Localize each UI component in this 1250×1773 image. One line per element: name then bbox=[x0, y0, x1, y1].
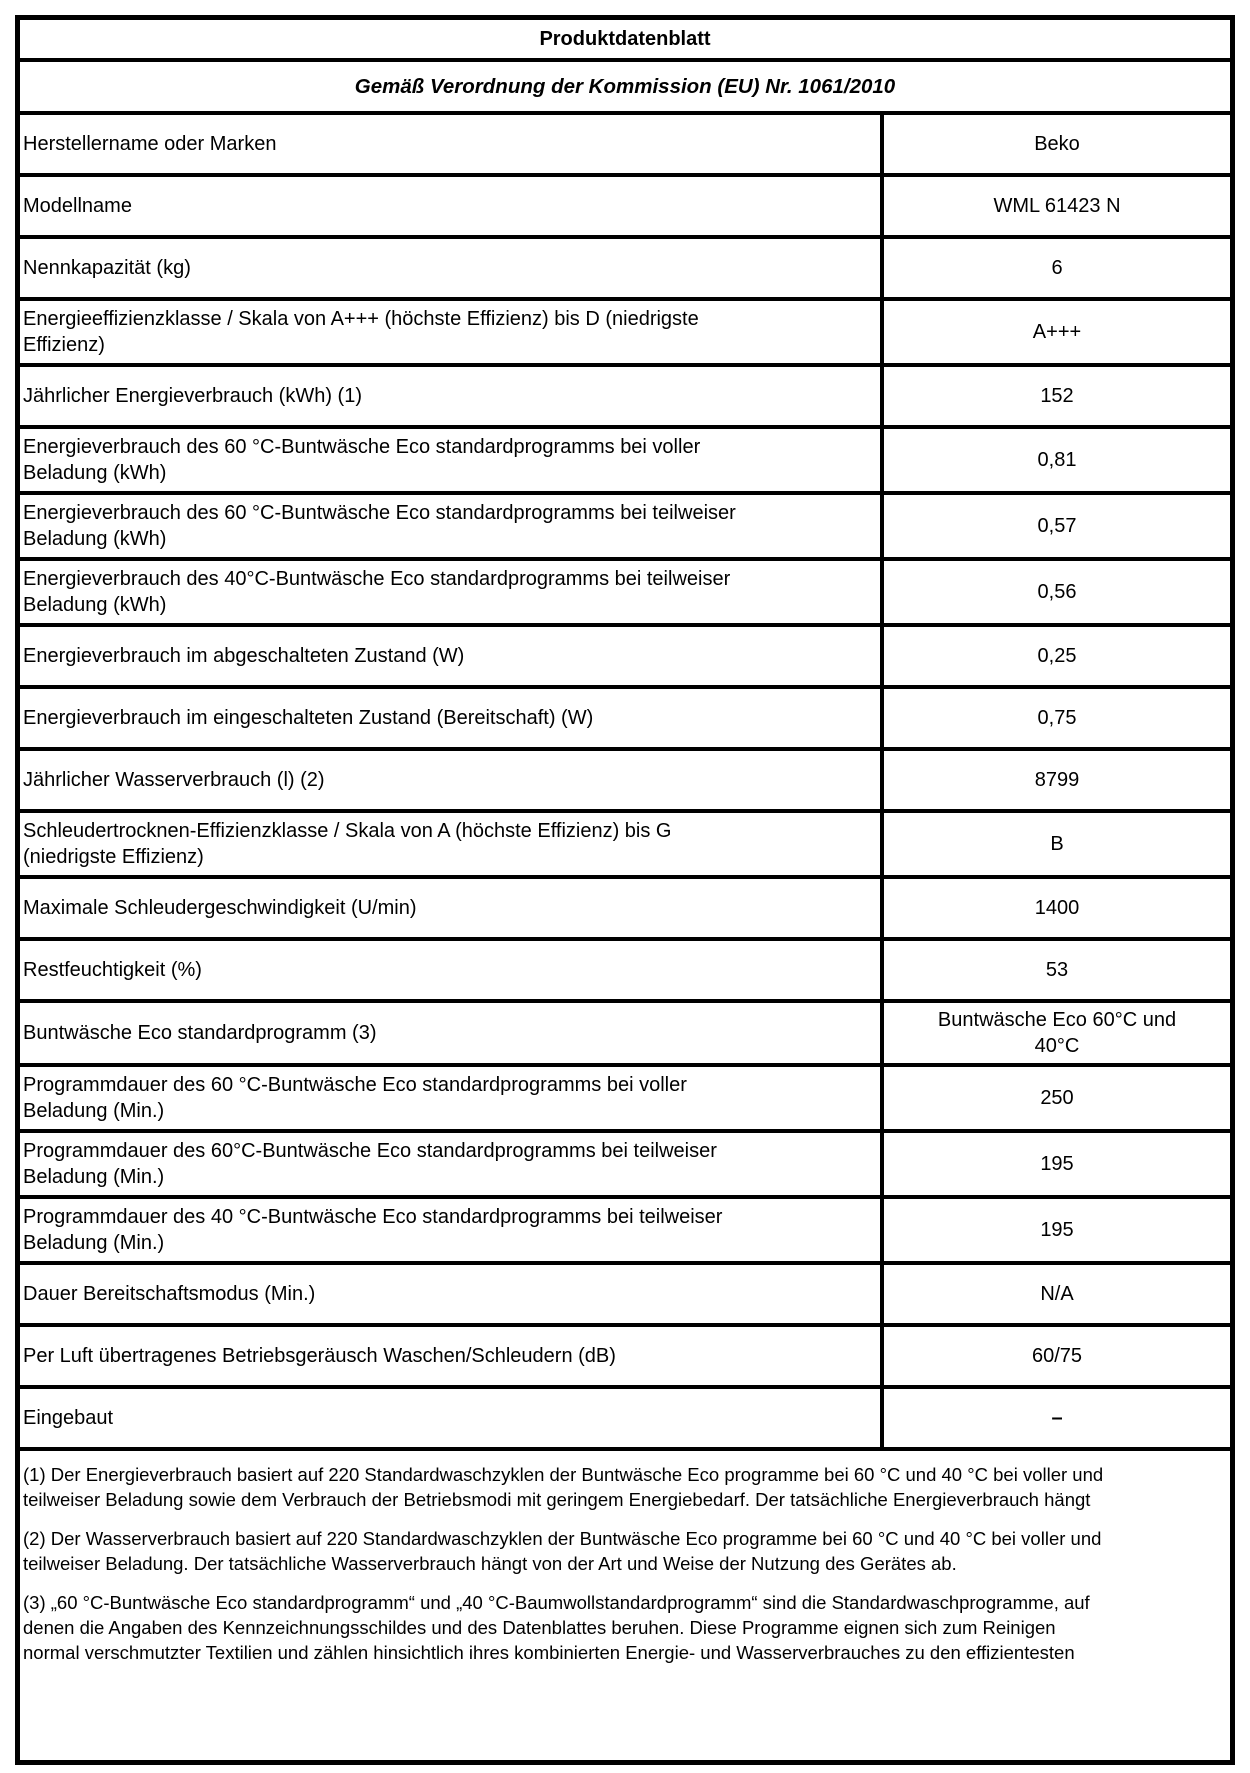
row-label: Energieverbrauch im eingeschalteten Zustand (Bereitschaft) (W) bbox=[23, 707, 594, 729]
product-datasheet bbox=[15, 15, 1235, 1765]
table-row bbox=[20, 879, 1230, 941]
row-value: WML 61423 N bbox=[880, 177, 1230, 235]
row-label: Energieverbrauch des 40°C-Buntwäsche Eco standardprogramms bei teilweiser Beladung (kWh) bbox=[23, 568, 731, 616]
table-row bbox=[20, 751, 1230, 813]
row-label: Herstellername oder Marken bbox=[23, 133, 277, 155]
row-value: Buntwäsche Eco 60°C und 40°C bbox=[880, 1003, 1230, 1063]
row-label: Buntwäsche Eco standardprogramm (3) bbox=[23, 1022, 377, 1044]
footnotes-section bbox=[20, 1451, 1230, 1760]
row-value: 53 bbox=[880, 941, 1230, 999]
row-label: Restfeuchtigkeit (%) bbox=[23, 959, 202, 981]
row-label: Energieverbrauch des 60 °C-Buntwäsche Eco standardprogramms bei teilweiser Beladung (kWh) bbox=[23, 502, 736, 550]
datasheet-subtitle-row bbox=[20, 62, 1230, 115]
row-label: Maximale Schleudergeschwindigkeit (U/min) bbox=[23, 897, 417, 919]
row-label: Per Luft übertragenes Betriebsgeräusch Waschen/Schleudern (dB) bbox=[23, 1345, 616, 1367]
row-value: – bbox=[880, 1389, 1230, 1447]
table-row bbox=[20, 1389, 1230, 1451]
row-value: 0,75 bbox=[880, 689, 1230, 747]
footnote: (3) „60 °C-Buntwäsche Eco standardprogramm“ und „40 °C-Baumwollstandardprogramm“ sind die Standardwaschprogramme, auf denen die Angaben des Kennzeichnungsschildes und des Datenblattes beruhen. Diese Programme eignen sich zum Reinigen normal verschmutzter Textilien und zählen hinsichtlich ihres kombinierten Energie- und Wasserverbrauches zu den effizientesten bbox=[23, 1591, 1090, 1663]
row-label: Energieeffizienzklasse / Skala von A+++ (höchste Effizienz) bis D (niedrigste Effizienz) bbox=[23, 308, 699, 356]
row-value: 0,81 bbox=[880, 429, 1230, 491]
row-value: 195 bbox=[880, 1199, 1230, 1261]
row-label: Jährlicher Wasserverbrauch (l) (2) bbox=[23, 769, 325, 791]
row-label: Energieverbrauch im abgeschalteten Zustand (W) bbox=[23, 645, 465, 667]
table-row bbox=[20, 239, 1230, 301]
row-label: Schleudertrocknen-Effizienzklasse / Skala von A (höchste Effizienz) bis G (niedrigste Effizienz) bbox=[23, 820, 672, 868]
table-row bbox=[20, 813, 1230, 879]
datasheet-title-row bbox=[20, 20, 1230, 62]
row-value: 0,25 bbox=[880, 627, 1230, 685]
row-label: Nennkapazität (kg) bbox=[23, 257, 191, 279]
row-label: Programmdauer des 60 °C-Buntwäsche Eco standardprogramms bei voller Beladung (Min.) bbox=[23, 1074, 687, 1122]
row-value: 250 bbox=[880, 1067, 1230, 1129]
footnote: (1) Der Energieverbrauch basiert auf 220 Standardwaschzyklen der Buntwäsche Eco programme bei 60 °C und 40 °C bei voller und teilweiser Beladung sowie dem Verbrauch der Betriebsmodi mit geringem Energiebedarf. Der tatsächliche Energieverbrauch hängt bbox=[23, 1464, 1104, 1510]
row-value: A+++ bbox=[880, 301, 1230, 363]
table-row bbox=[20, 627, 1230, 689]
table-row bbox=[20, 561, 1230, 627]
table-rows bbox=[20, 115, 1230, 1451]
table-row bbox=[20, 1067, 1230, 1133]
table-row bbox=[20, 1327, 1230, 1389]
table-row bbox=[20, 177, 1230, 239]
table-row bbox=[20, 301, 1230, 367]
row-value: 0,56 bbox=[880, 561, 1230, 623]
row-value: 152 bbox=[880, 367, 1230, 425]
row-value: Beko bbox=[880, 115, 1230, 173]
row-value: B bbox=[880, 813, 1230, 875]
table-row bbox=[20, 367, 1230, 429]
datasheet-title: Produktdatenblatt bbox=[539, 27, 711, 50]
table-row bbox=[20, 115, 1230, 177]
table-row bbox=[20, 429, 1230, 495]
row-label: Programmdauer des 40 °C-Buntwäsche Eco standardprogramms bei teilweiser Beladung (Min.) bbox=[23, 1206, 723, 1254]
row-label: Energieverbrauch des 60 °C-Buntwäsche Eco standardprogramms bei voller Beladung (kWh) bbox=[23, 436, 701, 484]
row-value: N/A bbox=[880, 1265, 1230, 1323]
footnote: (2) Der Wasserverbrauch basiert auf 220 Standardwaschzyklen der Buntwäsche Eco programme bei 60 °C und 40 °C bei voller und teilweiser Beladung. Der tatsächliche Wasserverbrauch hängt von der Art und Weise der Nutzung des Gerätes ab. bbox=[23, 1527, 1102, 1574]
table-row bbox=[20, 941, 1230, 1003]
row-value: 8799 bbox=[880, 751, 1230, 809]
row-value: 1400 bbox=[880, 879, 1230, 937]
table-row bbox=[20, 1133, 1230, 1199]
row-value: 0,57 bbox=[880, 495, 1230, 557]
table-row bbox=[20, 1265, 1230, 1327]
table-row bbox=[20, 1199, 1230, 1265]
row-value: 60/75 bbox=[880, 1327, 1230, 1385]
row-value: 195 bbox=[880, 1133, 1230, 1195]
row-label: Jährlicher Energieverbrauch (kWh) (1) bbox=[23, 385, 363, 407]
row-label: Programmdauer des 60°C-Buntwäsche Eco standardprogramms bei teilweiser Beladung (Min.) bbox=[23, 1140, 717, 1188]
row-label: Modellname bbox=[23, 195, 132, 217]
table-row bbox=[20, 689, 1230, 751]
row-label: Eingebaut bbox=[23, 1407, 114, 1429]
table-row bbox=[20, 495, 1230, 561]
row-label: Dauer Bereitschaftsmodus (Min.) bbox=[23, 1283, 316, 1305]
table-row bbox=[20, 1003, 1230, 1067]
row-value: 6 bbox=[880, 239, 1230, 297]
datasheet-subtitle: Gemäß Verordnung der Kommission (EU) Nr. 1061/2010 bbox=[354, 74, 896, 98]
